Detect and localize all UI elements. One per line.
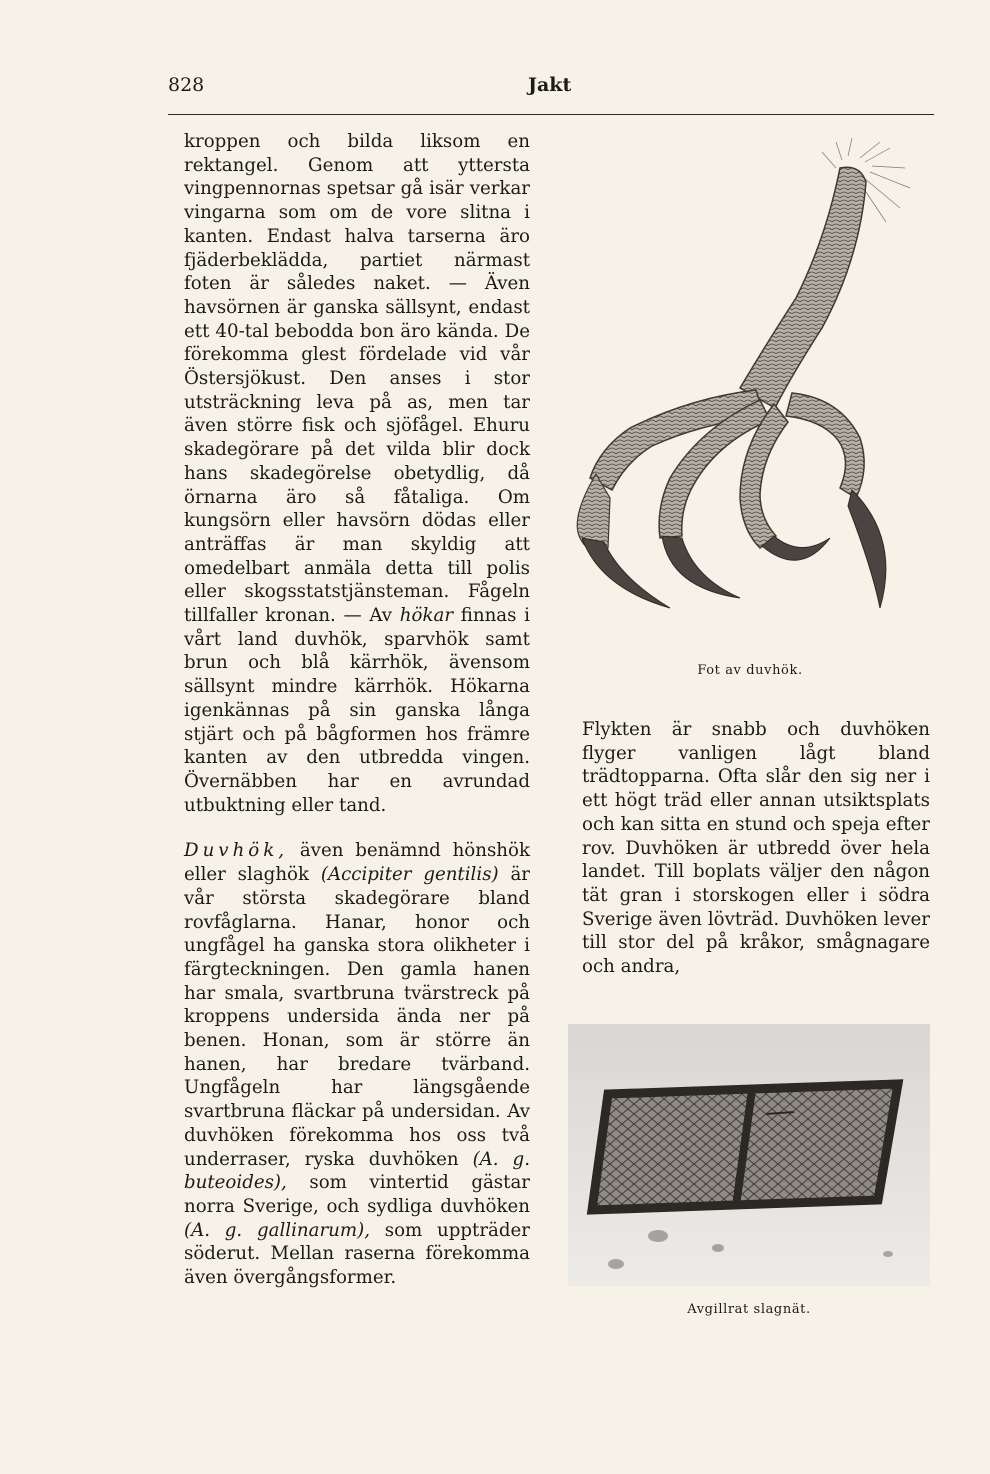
header-rule [168,114,934,115]
latin-name-buteoides: (A. g. buteoides), [184,1148,530,1194]
left-paragraph-1: kroppen och bilda liksom en rektangel. Genom att yttersta vingpennornas spetsar gå isär verkar vingarna som om de vore slitna i kanten. Endast halva tarserna äro fjäderbeklädda, partiet närmast foten är således naket. — Även havsörnen är ganska sällsynt, endast ett 40-tal bebodda bon äro kända. De förekomma glest fördelade vid vår Östersjökust. Den anses i stor utsträckning leva på as, men tar även större fisk och sjöfågel. Ehuru skadegörare på det vilda blir dock hans skadegörelse obetydlig, då örnarna äro så fåtaliga. Om kungsörn eller havsörn dödas eller anträffas är man skyldig att omedelbart anmäla detta till polis eller skogsstatstjänsteman. Fågeln tillfaller kronan. — Av hökar finnas i vårt land duvhök, sparvhök samt brun och blå kärrhök, ävensom sällsynt mindre kärrhök. Hökarna igenkännas på sin ganska långa stjärt och på bågformen hos främre kanten av den utbredda vingen. Övernäbben har en avrundad utbuktning eller tand. [184,131,530,816]
page-number: 828 [168,74,205,96]
goshawk-foot-illustration [560,138,940,678]
latin-name-gallinarum: (A. g. gallinarum), [184,1219,370,1241]
running-head: Jakt [528,74,572,96]
italic-term-hokar: hökar [399,605,454,627]
trap-caption: Avgillrat slagnät. [687,1302,811,1317]
trap-photograph [568,1024,930,1286]
page-header [168,74,936,102]
left-column [184,130,530,1290]
spaced-term-duvhok: Duvhök, [184,840,289,862]
left-paragraph-2: Duvhök, även benämnd hönshök eller slaghök (Accipiter gentilis) är vår största skadegörare bland rovfåglarna. Hanar, honor och ungfågel ha ganska stora olikheter i färgteckningen. Den gamla hanen har smala, svartbruna tvärstreck på kroppens undersida ända ner på benen. Honan, som är större än hanen, har bredare tvärband. Ungfågeln har längsgående svartbruna fläckar på undersidan. Av duvhöken förekomma hos oss två underraser, ryska duvhöken (A. g. buteoides), som vintertid gästar norra Sverige, och sydliga duvhöken (A. g. gallinarum), som uppträder söderut. Mellan raserna förekomma även övergångsformer. [184,840,530,1289]
claw-caption: Fot av duvhök. [697,663,803,678]
latin-name-accipiter: (Accipiter gentilis) [320,864,499,886]
right-paragraph: Flykten är snabb och duvhöken flyger vanligen lågt bland trädtopparna. Ofta slår den sig ner i ett högt träd eller annan utsiktsplats och kan sitta en stund och speja efter rov. Duvhöken är utbredd över hela landet. Till boplats väljer den någon tät gran i storskogen eller i södra Sverige även lövträd. Duvhöken lever till stor del på kråkor, smågnagare och andra, [582,719,930,978]
right-column [582,718,930,979]
